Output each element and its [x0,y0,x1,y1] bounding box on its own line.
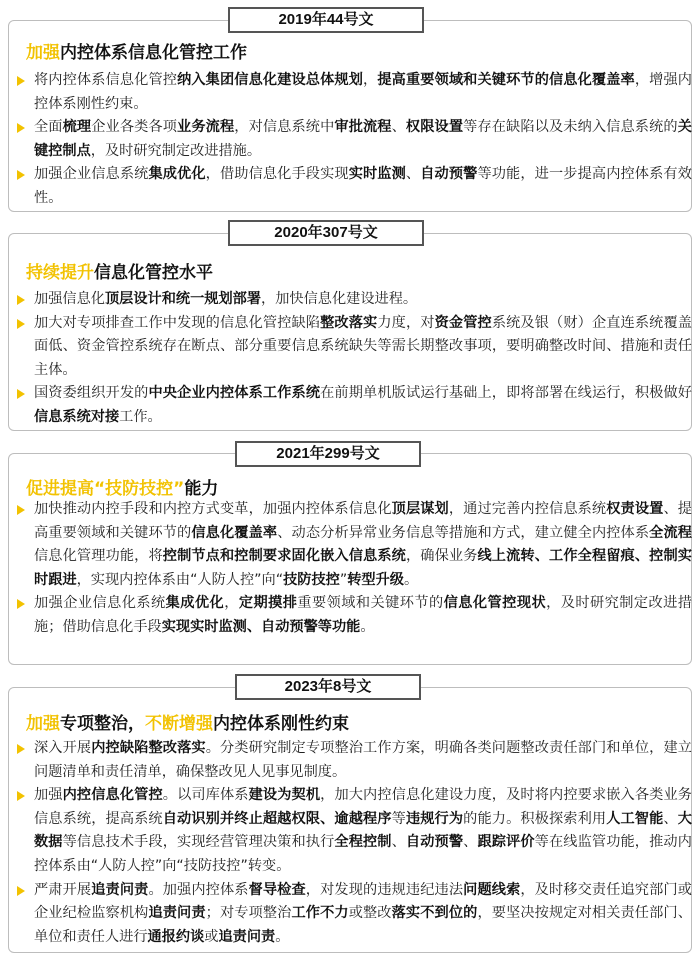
list-item [14,69,692,116]
title-text: 能力 [184,479,219,499]
emphasis-text: 定期摸排 [238,595,298,612]
body-text: 在前期单机版试运行基础上，即将部署在线运行，积极做好 [320,385,692,402]
body-text: ，确保业务 [405,548,478,565]
body-text: 全面 [34,119,63,136]
body-text: ，及时研究制定改进措施；借助信息化手段 [34,595,692,635]
emphasis-text: 全程控制 [334,834,392,851]
body-text: 等信息技术手段，实现经营管理决策和执行 [62,834,335,851]
emphasis-text: 追责问责 [148,905,206,922]
emphasis-text: 问题线索 [463,881,521,898]
triangle-bullet-icon [17,76,25,86]
body-text: 加强 [34,787,63,804]
bullet-list [14,737,692,949]
body-text: 。分类研究制定专项整治工作方案，明确各类问题整改责任部门和单位，建立问题清单和责任清单，确保整改见人见事见制度。 [34,740,692,780]
emphasis-text: 信息化管控现状 [443,595,547,612]
list-item [14,163,692,210]
triangle-bullet-icon [17,886,25,896]
section-tag: 2020年307号文 [228,220,424,246]
body-text: 系统及银（财）企直连系统覆盖面低、资金管控系统存在断点、部分重要信息系统缺失等需长期整改事项，要明确整改时间、措施和责任主体。 [34,314,692,378]
body-text: 。 [275,928,290,945]
emphasis-text: 大数据 [34,810,692,851]
section-title [26,709,349,734]
body-text: ，要坚决按规定对相关责任部门、单位和责任人进行 [34,905,692,945]
body-text: 。以司库体系 [162,787,249,804]
body-text: 重要领域和关键环节的 [297,595,444,612]
emphasis-text: 人工智能 [606,810,664,827]
emphasis-text: 通报约谈 [147,928,205,945]
title-highlight: 持续提升 [26,263,94,283]
emphasis-text: 实现实时监测、自动预警等功能 [161,618,361,635]
title-highlight: 加强 [26,43,60,63]
body-text: ；对专项整治 [205,905,292,922]
title-highlight: 加强 [26,714,60,734]
triangle-bullet-icon [17,123,25,133]
emphasis-text: 追责问责 [91,881,149,898]
body-text: 加强企业信息系统 [34,166,149,183]
title-text: 信息化管控水平 [94,263,213,283]
body-text: ，加快信息化建设进程。 [261,291,418,307]
emphasis-text: 权限设置 [405,119,464,136]
body-text: 将内控体系信息化管控 [34,72,178,88]
body-text: 深入开展 [34,740,92,756]
emphasis-text: 整改落实 [320,314,378,331]
section-title [26,258,213,283]
body-text: ，对信息系统中 [234,119,335,136]
body-text: 企业各类各项 [91,119,178,136]
body-text: 等存在缺陷以及未纳入信息系统的 [463,119,678,136]
emphasis-text: 跟踪评价 [477,834,535,851]
title-highlight: 促进提高“技防技控” [26,479,185,499]
list-item [14,879,692,950]
body-text: 加强企业信息化系统 [34,595,166,612]
emphasis-text: 控制节点和控制要求固化嵌入信息系统 [162,548,406,565]
emphasis-text: 内控缺陷整改落实 [91,740,206,756]
emphasis-text: 追责问责 [218,928,276,945]
body-text: 、提高重要领域和关键环节的 [34,501,692,541]
section-tag: 2021年299号文 [235,441,421,467]
emphasis-text: 审批流程 [334,119,392,136]
list-item [14,592,692,639]
emphasis-text: 顶层谋划 [391,501,449,517]
body-text: 力度，对 [377,314,435,331]
triangle-bullet-icon [17,389,25,399]
list-item [14,498,692,592]
emphasis-text: 关键控制点 [34,119,692,159]
section-tag: 2019年44号文 [228,7,424,33]
title-text: 专项整治， [60,714,145,734]
emphasis-text: 建设为契机 [248,787,321,804]
body-text: 严肃开展 [34,881,92,898]
emphasis-text: 集成优化 [165,595,225,612]
list-item [14,382,692,429]
bullet-list [14,288,692,430]
body-text: ，通过完善内控信息系统 [448,501,607,517]
list-item [14,312,692,383]
body-text: ，对发现的违规违纪违法 [305,881,464,898]
emphasis-text: 权责设置 [606,501,664,517]
triangle-bullet-icon [17,505,25,515]
emphasis-text: 纳入集团信息化建设总体规划 [177,72,364,88]
emphasis-text: 信息系统对接 [34,408,120,425]
body-text: 等 [391,810,406,827]
body-text: 。 [360,618,375,635]
triangle-bullet-icon [17,599,25,609]
body-text: 、 [463,834,478,851]
section-title [26,474,218,499]
emphasis-text: 自动预警 [405,834,464,851]
emphasis-text: 转型升级 [347,571,404,588]
emphasis-text: 信息化覆盖率 [191,524,278,541]
body-text: 、 [663,810,678,827]
emphasis-text: 自动预警 [420,166,478,183]
body-text: 。加强内控体系 [148,881,249,898]
body-text: 加大对专项排查工作中发现的信息化管控缺陷 [34,314,321,331]
emphasis-text: 实时监测 [348,166,406,183]
body-text: 等功能，进一步提高内控体系有效性。 [34,166,692,206]
emphasis-text: 顶层设计和统一规划部署 [104,291,262,307]
body-text: 信息化管理功能，将 [34,548,163,565]
triangle-bullet-icon [17,170,25,180]
emphasis-text: 提高重要领域和关键环节的信息化覆盖率 [377,72,635,88]
triangle-bullet-icon [17,791,25,801]
triangle-bullet-icon [17,319,25,329]
emphasis-text: 工作不力 [291,905,349,922]
emphasis-text: 落实不到位的 [391,905,478,922]
body-text: ， [363,72,378,88]
emphasis-text: 违规行为 [405,810,464,827]
body-text: ，及时研究制定改进措施。 [90,142,262,159]
body-text: ，加大内控信息化建设力度，及时将内控要求嵌入各类业务信息系统，提高系统 [34,787,692,827]
triangle-bullet-icon [17,295,25,305]
body-text: 加强信息化 [34,291,105,307]
body-text: ，增强内控体系刚性约束。 [34,72,692,112]
body-text: 等在线监管功能，推动内控体系由“人防人控”向“技防技控”转变。 [34,834,692,874]
body-text: 、 [391,834,406,851]
body-text: ，实现内控体系由“人防人控”向“ [76,571,284,588]
body-text: 工作。 [119,408,162,425]
list-item [14,737,692,784]
bullet-list [14,498,692,640]
emphasis-text: 集成优化 [148,166,206,183]
emphasis-text: 资金管控 [434,314,492,331]
body-text: ” [339,571,348,588]
emphasis-text: 中央企业内控体系工作系统 [148,385,321,402]
body-text: ，借助信息化手段实现 [205,166,349,183]
emphasis-text: 自动识别并终止超越权限、逾越程序 [162,810,392,827]
emphasis-text: 业务流程 [177,119,235,136]
triangle-bullet-icon [17,744,25,754]
body-text: 或整改 [348,905,392,922]
emphasis-text: 内控信息化管控 [62,787,163,804]
body-text: 、 [405,166,421,183]
title-text: 内控体系刚性约束 [213,714,349,734]
title-highlight: 不断增强 [145,714,213,734]
emphasis-text: 技防技控 [283,571,340,588]
bullet-list [14,69,692,211]
body-text: 国资委组织开发的 [34,385,149,402]
emphasis-text: 全流程 [649,524,692,541]
list-item [14,116,692,163]
body-text: 、 [391,119,406,136]
emphasis-text: 梳理 [62,119,92,136]
body-text: 。 [403,571,419,588]
emphasis-text: 线上流转、工作全程留痕、控制实时跟进 [34,548,692,588]
emphasis-text: 督导检查 [248,881,306,898]
title-text: 内控体系信息化管控工作 [60,43,247,63]
list-item [14,784,692,878]
body-text: 的能力。积极探索利用 [463,810,607,827]
body-text: 、动态分析异常业务信息等措施和方式，建立健全内控体系 [277,524,650,541]
body-text: ， [224,595,239,612]
section-title [26,38,247,63]
section-tag: 2023年8号文 [235,674,421,700]
body-text: 加快推动内控手段和内控方式变革，加强内控体系信息化 [34,501,392,517]
body-text: 或 [204,928,219,945]
body-text: ，及时移交责任追究部门或企业纪检监察机构 [34,881,692,922]
list-item [14,288,692,312]
